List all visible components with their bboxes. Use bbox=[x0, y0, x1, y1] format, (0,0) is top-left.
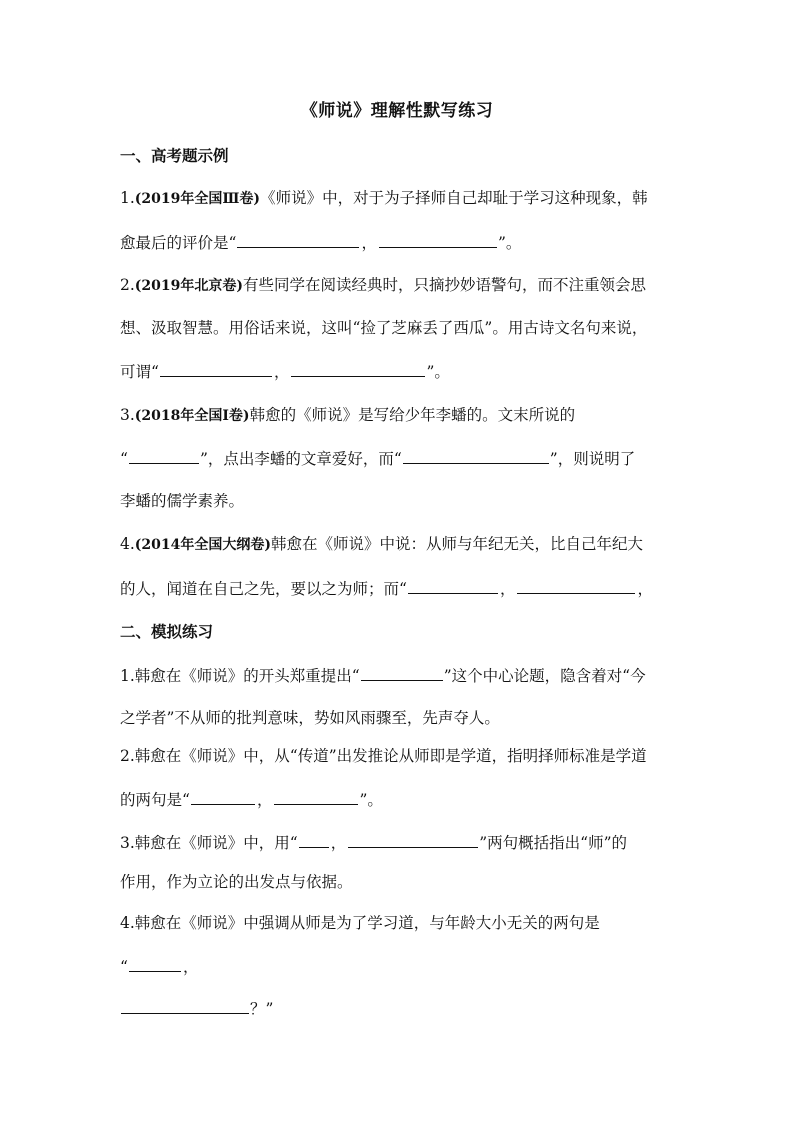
answer-blank[interactable] bbox=[408, 577, 498, 594]
answer-blank[interactable] bbox=[403, 447, 549, 464]
comma: ， bbox=[499, 580, 516, 598]
s1-q1-line1 bbox=[120, 187, 680, 210]
s1-q3-text: 韩愈的《师说》是写给少年李蟠的。文末所说的 bbox=[249, 406, 576, 424]
answer-blank[interactable] bbox=[291, 360, 425, 377]
answer-blank[interactable] bbox=[237, 231, 359, 248]
s1-q1-number: 1. bbox=[120, 189, 135, 207]
s2-q3-number: 3. bbox=[120, 834, 135, 852]
s2-q1-line1 bbox=[120, 664, 680, 687]
comma: ， bbox=[256, 791, 273, 809]
s1-q2-text-a: 可谓“ bbox=[120, 363, 159, 381]
answer-blank[interactable] bbox=[361, 664, 443, 681]
s2-q4-text: 韩愈在《师说》中强调从师是为了学习道，与年龄大小无关的两句是 bbox=[134, 914, 600, 932]
s1-q4-number: 4. bbox=[120, 535, 135, 553]
answer-blank[interactable] bbox=[129, 447, 199, 464]
s2-q1-line2: 之学者”不从师的批判意味，势如风雨骤至，先声夺人。 bbox=[120, 709, 500, 727]
section1-heading: 一、高考题示例 bbox=[120, 146, 229, 165]
document-title: 《师说》理解性默写练习 bbox=[300, 101, 494, 121]
comma: ， bbox=[182, 958, 199, 976]
s2-q2-number: 2. bbox=[120, 747, 135, 765]
s2-q4-line3 bbox=[120, 997, 680, 1020]
answer-blank[interactable] bbox=[348, 831, 478, 848]
s2-q3-line1 bbox=[120, 831, 680, 854]
s1-q1-source: (2019年全国Ⅲ卷) bbox=[134, 191, 261, 207]
comma: ， bbox=[330, 834, 347, 852]
s2-q4-text-a: “ bbox=[120, 958, 128, 976]
s2-q2-text-b: ”。 bbox=[359, 791, 383, 809]
answer-blank[interactable] bbox=[299, 831, 329, 848]
answer-blank[interactable] bbox=[379, 231, 497, 248]
s1-q4-text-a: 的人，闻道在自己之先，要以之为师；而“ bbox=[120, 580, 407, 598]
s1-q1-line2 bbox=[120, 231, 680, 254]
answer-blank[interactable] bbox=[121, 997, 249, 1014]
s1-q2-line2: 想、汲取智慧。用俗话来说，这叫“捡了芝麻丢了西瓜”。用古诗文名句来说， bbox=[120, 319, 648, 337]
s2-q1-text-b: ”这个中心论题，隐含着对“今 bbox=[443, 667, 646, 685]
answer-blank[interactable] bbox=[191, 788, 255, 805]
s1-q3-text-a: “ bbox=[120, 450, 128, 468]
s1-q2-text-b: ”。 bbox=[426, 363, 450, 381]
s1-q3-source: (2018年全国Ⅰ卷) bbox=[134, 408, 250, 424]
s2-q4-text-b: ？” bbox=[250, 1000, 274, 1018]
s2-q3-text-b: ”两句概括指出“师”的 bbox=[479, 834, 628, 852]
s2-q1-text-a: 韩愈在《师说》的开头郑重提出“ bbox=[134, 667, 360, 685]
s1-q4-line1 bbox=[120, 533, 680, 556]
s2-q2-text: 韩愈在《师说》中，从“传道”出发推论从师即是学道，指明择师标准是学道 bbox=[134, 747, 647, 765]
s1-q1-text: 《师说》中，对于为子择师自己却耻于学习这种现象，韩 bbox=[260, 189, 648, 207]
s1-q4-text: 韩愈在《师说》中说：从师与年纪无关，比自己年纪大 bbox=[271, 535, 644, 553]
s1-q4-line2 bbox=[120, 577, 680, 600]
s2-q3-text-a: 韩愈在《师说》中，用“ bbox=[134, 834, 298, 852]
s1-q3-text-c: ”，则说明了 bbox=[549, 450, 636, 468]
s1-q2-line1 bbox=[120, 274, 680, 297]
s1-q3-line3: 李蟠的儒学素养。 bbox=[120, 492, 245, 510]
s2-q2-text-a: 的两句是“ bbox=[120, 791, 190, 809]
comma: ， bbox=[637, 580, 653, 598]
s2-q3-line2: 作用，作为立论的出发点与依据。 bbox=[120, 873, 353, 891]
s2-q2-line1 bbox=[120, 745, 680, 767]
s1-q2-source: (2019年北京卷) bbox=[134, 278, 244, 294]
s1-q2-text: 有些同学在阅读经典时，只摘抄妙语警句，而不注重领会思 bbox=[243, 276, 647, 294]
s1-q3-line1 bbox=[120, 404, 680, 427]
comma: ， bbox=[361, 234, 377, 252]
section2-heading: 二、模拟练习 bbox=[120, 622, 214, 641]
answer-blank[interactable] bbox=[129, 955, 181, 972]
s1-q3-line2 bbox=[120, 447, 680, 470]
answer-blank[interactable] bbox=[160, 360, 272, 377]
s2-q1-number: 1. bbox=[120, 667, 135, 685]
s2-q4-line1 bbox=[120, 912, 680, 934]
s2-q4-line2 bbox=[120, 955, 680, 978]
s1-q2-number: 2. bbox=[120, 276, 135, 294]
s2-q4-number: 4. bbox=[120, 914, 135, 932]
s1-q4-source: (2014年全国大纲卷) bbox=[134, 537, 272, 553]
s1-q3-number: 3. bbox=[120, 406, 135, 424]
s1-q2-line3 bbox=[120, 360, 680, 383]
s2-q2-line2 bbox=[120, 788, 680, 811]
s1-q1-text-a: 愈最后的评价是“ bbox=[120, 234, 237, 252]
s1-q3-text-b: ”，点出李蟠的文章爱好，而“ bbox=[199, 450, 402, 468]
answer-blank[interactable] bbox=[274, 788, 358, 805]
answer-blank[interactable] bbox=[517, 577, 635, 594]
comma: ， bbox=[273, 363, 290, 381]
s1-q1-text-b: ”。 bbox=[497, 234, 522, 252]
